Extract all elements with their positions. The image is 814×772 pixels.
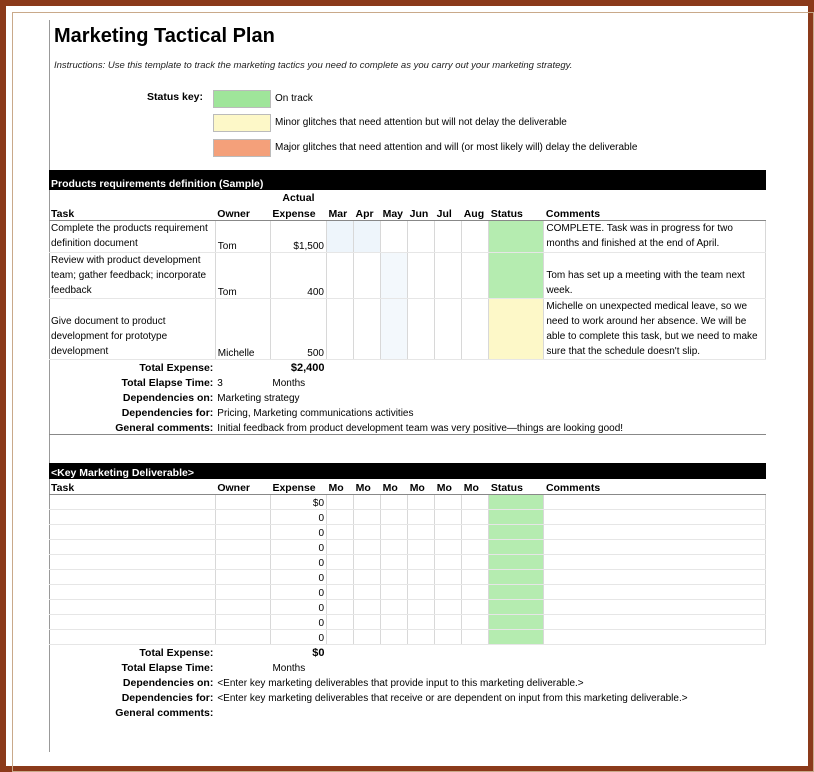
empty-cell: [435, 629, 462, 644]
empty-cell: [327, 599, 354, 614]
expense-cell: 0: [270, 629, 326, 644]
empty-cell: [408, 629, 435, 644]
empty-cell: [408, 539, 435, 554]
status-cell: [489, 298, 544, 359]
empty-cell: [435, 614, 462, 629]
total-expense-label: Total Expense:: [139, 647, 214, 659]
empty-cell: [544, 614, 766, 629]
empty-cell: [327, 524, 354, 539]
col-month: May: [381, 204, 408, 220]
empty-cell: [215, 524, 270, 539]
status-cell: [489, 524, 544, 539]
empty-cell: [544, 539, 766, 554]
col-task: Task: [49, 204, 215, 220]
empty-cell: [462, 494, 489, 509]
table-row: [49, 569, 766, 584]
col-owner: Owner: [215, 479, 270, 494]
general-comments-label: General comments:: [115, 421, 214, 434]
col-month: Mo: [408, 479, 435, 494]
empty-cell: [408, 614, 435, 629]
expense-cell: 0: [270, 554, 326, 569]
empty-cell: [435, 509, 462, 524]
empty-cell: [49, 629, 215, 644]
col-month: Jul: [435, 204, 462, 220]
empty-cell: [462, 509, 489, 524]
empty-cell: [327, 569, 354, 584]
general-comments-value: Initial feedback from product development team was very positive—things are looking good!: [217, 422, 624, 434]
empty-cell: [327, 584, 354, 599]
status-cell: [489, 252, 544, 298]
table-row: [49, 614, 766, 629]
col-status: Status: [489, 204, 544, 220]
empty-cell: [435, 569, 462, 584]
status-cell: [489, 614, 544, 629]
empty-cell: [544, 494, 766, 509]
col-month: Jun: [408, 204, 435, 220]
general-comments-label: General comments:: [115, 707, 214, 719]
empty-cell: [408, 509, 435, 524]
empty-cell: [381, 539, 408, 554]
month-cell: [381, 220, 408, 252]
spreadsheet: [49, 20, 766, 752]
empty-cell: [381, 524, 408, 539]
empty-cell: [215, 554, 270, 569]
expense-cell: $1,500: [270, 220, 326, 252]
empty-cell: [49, 539, 215, 554]
empty-cell: [49, 599, 215, 614]
owner-cell: Michelle: [215, 298, 270, 359]
col-month: Mo: [354, 479, 381, 494]
empty-cell: [49, 524, 215, 539]
expense-cell: 0: [270, 584, 326, 599]
status-key-major: Major glitches that need attention and will (or most likely will) delay the deliverable: [275, 142, 638, 153]
month-cell: [408, 298, 435, 359]
empty-cell: [354, 584, 381, 599]
status-swatch-orange: [213, 139, 271, 157]
section1-table: [49, 170, 766, 435]
elapse-label: Total Elapse Time:: [121, 377, 214, 389]
table-row: [49, 298, 766, 359]
status-cell: [489, 220, 544, 252]
empty-cell: [408, 599, 435, 614]
empty-cell: [215, 629, 270, 644]
expense-cell: 500: [270, 298, 326, 359]
col-comments: Comments: [544, 204, 766, 220]
status-cell: [489, 509, 544, 524]
month-cell: [462, 220, 489, 252]
comment-cell: COMPLETE. Task was in progress for two months and finished at the end of April.: [544, 220, 766, 252]
dep-for-label: Dependencies for:: [121, 692, 214, 704]
status-swatch-yellow: [213, 114, 271, 132]
empty-cell: [354, 629, 381, 644]
expense-cell: 0: [270, 569, 326, 584]
empty-cell: [354, 524, 381, 539]
col-month: Mo: [462, 479, 489, 494]
total-expense-value: $0: [312, 647, 325, 659]
month-cell: [354, 220, 381, 252]
col-month: Aug: [462, 204, 489, 220]
empty-cell: [381, 554, 408, 569]
col-expense: Expense: [270, 479, 326, 494]
elapse-value: 3: [217, 378, 223, 389]
table-row: [49, 599, 766, 614]
empty-cell: [327, 539, 354, 554]
col-expense: Expense: [270, 204, 326, 220]
empty-cell: [381, 614, 408, 629]
month-cell: [435, 220, 462, 252]
table-row: [49, 509, 766, 524]
table-row: [49, 494, 766, 509]
expense-cell: 0: [270, 509, 326, 524]
dep-on-label: Dependencies on:: [122, 392, 214, 404]
section1-header: Products requirements definition (Sample): [49, 170, 766, 190]
section2-header: <Key Marketing Deliverable>: [49, 463, 766, 479]
expense-cell: $0: [270, 494, 326, 509]
status-cell: [489, 554, 544, 569]
empty-cell: [354, 599, 381, 614]
empty-cell: [462, 554, 489, 569]
empty-cell: [354, 614, 381, 629]
empty-cell: [354, 509, 381, 524]
status-swatch-green: [213, 90, 271, 108]
empty-cell: [544, 569, 766, 584]
empty-cell: [49, 509, 215, 524]
empty-cell: [354, 539, 381, 554]
table-row: [49, 539, 766, 554]
expense-cell: 0: [270, 524, 326, 539]
empty-cell: [544, 629, 766, 644]
empty-cell: [544, 554, 766, 569]
task-cell: Give document to product development for prototype development: [49, 298, 215, 359]
table-row: [49, 220, 766, 252]
owner-cell: Tom: [215, 252, 270, 298]
col-month: Apr: [354, 204, 381, 220]
empty-cell: [462, 614, 489, 629]
empty-cell: [381, 569, 408, 584]
empty-cell: [544, 599, 766, 614]
empty-cell: [354, 554, 381, 569]
status-key-minor: Minor glitches that need attention but will not delay the deliverable: [275, 117, 567, 128]
dep-for-value: Pricing, Marketing communications activities: [217, 408, 414, 419]
empty-cell: [354, 569, 381, 584]
month-cell: [408, 252, 435, 298]
total-expense-value: $2,400: [290, 362, 325, 374]
empty-cell: [327, 629, 354, 644]
empty-cell: [49, 569, 215, 584]
status-key-on-track: On track: [275, 93, 313, 104]
empty-cell: [381, 494, 408, 509]
empty-cell: [435, 539, 462, 554]
empty-cell: [49, 614, 215, 629]
empty-cell: [408, 554, 435, 569]
empty-cell: [462, 569, 489, 584]
month-cell: [326, 252, 353, 298]
table-row: [49, 554, 766, 569]
empty-cell: [381, 509, 408, 524]
empty-cell: [408, 569, 435, 584]
instructions: Instructions: Use this template to track the marketing tactics you need to complete as you carry out your marketing strategy.: [54, 60, 573, 71]
col-month: Mo: [435, 479, 462, 494]
status-cell: [489, 569, 544, 584]
empty-cell: [381, 629, 408, 644]
empty-cell: [435, 524, 462, 539]
col-status: Status: [489, 479, 544, 494]
empty-cell: [435, 554, 462, 569]
status-cell: [489, 494, 544, 509]
col-actual: Actual: [282, 192, 315, 204]
month-cell: [435, 252, 462, 298]
month-cell: [462, 252, 489, 298]
month-cell: [408, 220, 435, 252]
empty-cell: [327, 554, 354, 569]
table-row: [49, 524, 766, 539]
month-cell: [435, 298, 462, 359]
task-cell: Complete the products requirement definition document: [49, 220, 215, 252]
status-cell: [489, 599, 544, 614]
task-cell: Review with product development team; gather feedback; incorporate feedback: [49, 252, 215, 298]
owner-cell: Tom: [215, 220, 270, 252]
comment-cell: Tom has set up a meeting with the team next week.: [544, 252, 766, 298]
empty-cell: [462, 524, 489, 539]
empty-cell: [544, 509, 766, 524]
empty-cell: [49, 494, 215, 509]
expense-cell: 0: [270, 539, 326, 554]
comment-cell: Michelle on unexpected medical leave, so we need to work around her absence. We will be able to complete this task, but we need to make sure that the schedule doesn't slip.: [544, 298, 766, 359]
expense-cell: 400: [270, 252, 326, 298]
empty-cell: [49, 584, 215, 599]
elapse-unit: Months: [272, 663, 306, 674]
dep-on-value: <Enter key marketing deliverables that provide input to this marketing deliverable.>: [217, 678, 584, 689]
empty-cell: [408, 494, 435, 509]
empty-cell: [49, 554, 215, 569]
table-row: [49, 252, 766, 298]
empty-cell: [215, 599, 270, 614]
month-cell: [381, 252, 408, 298]
page-title: Marketing Tactical Plan: [54, 25, 275, 47]
empty-cell: [462, 599, 489, 614]
empty-cell: [381, 599, 408, 614]
empty-cell: [408, 524, 435, 539]
table-row: [49, 629, 766, 644]
month-cell: [354, 252, 381, 298]
empty-cell: [462, 584, 489, 599]
empty-cell: [544, 524, 766, 539]
empty-cell: [435, 584, 462, 599]
general-comments-value: [215, 704, 765, 719]
empty-cell: [215, 614, 270, 629]
empty-cell: [435, 494, 462, 509]
month-cell: [381, 298, 408, 359]
col-owner: Owner: [215, 204, 270, 220]
dep-for-label: Dependencies for:: [121, 407, 214, 419]
empty-cell: [462, 539, 489, 554]
empty-cell: [215, 494, 270, 509]
col-month: Mo: [381, 479, 408, 494]
dep-for-value: <Enter key marketing deliverables that receive or are dependent on input from this marketing deliverable.>: [217, 693, 688, 704]
status-cell: [489, 539, 544, 554]
empty-cell: [215, 584, 270, 599]
dep-on-value: Marketing strategy: [217, 393, 300, 404]
section2-table: [49, 463, 766, 719]
total-expense-label: Total Expense:: [139, 362, 214, 374]
elapse-label: Total Elapse Time:: [121, 662, 214, 674]
col-month: Mo: [327, 479, 354, 494]
empty-cell: [215, 569, 270, 584]
empty-cell: [462, 629, 489, 644]
col-task: Task: [49, 479, 215, 494]
empty-cell: [327, 509, 354, 524]
col-month: Mar: [326, 204, 353, 220]
empty-cell: [327, 614, 354, 629]
empty-cell: [435, 599, 462, 614]
elapse-unit: Months: [272, 378, 306, 389]
dep-on-label: Dependencies on:: [122, 677, 214, 689]
expense-cell: 0: [270, 614, 326, 629]
empty-cell: [381, 584, 408, 599]
empty-cell: [327, 494, 354, 509]
status-cell: [489, 584, 544, 599]
month-cell: [326, 220, 353, 252]
month-cell: [354, 298, 381, 359]
empty-cell: [354, 494, 381, 509]
expense-cell: 0: [270, 599, 326, 614]
table-row: [49, 584, 766, 599]
status-cell: [489, 629, 544, 644]
col-comments: Comments: [544, 479, 766, 494]
empty-cell: [408, 584, 435, 599]
empty-cell: [215, 539, 270, 554]
month-cell: [462, 298, 489, 359]
status-key-label: Status key:: [147, 91, 204, 103]
empty-cell: [215, 509, 270, 524]
month-cell: [326, 298, 353, 359]
empty-cell: [544, 584, 766, 599]
